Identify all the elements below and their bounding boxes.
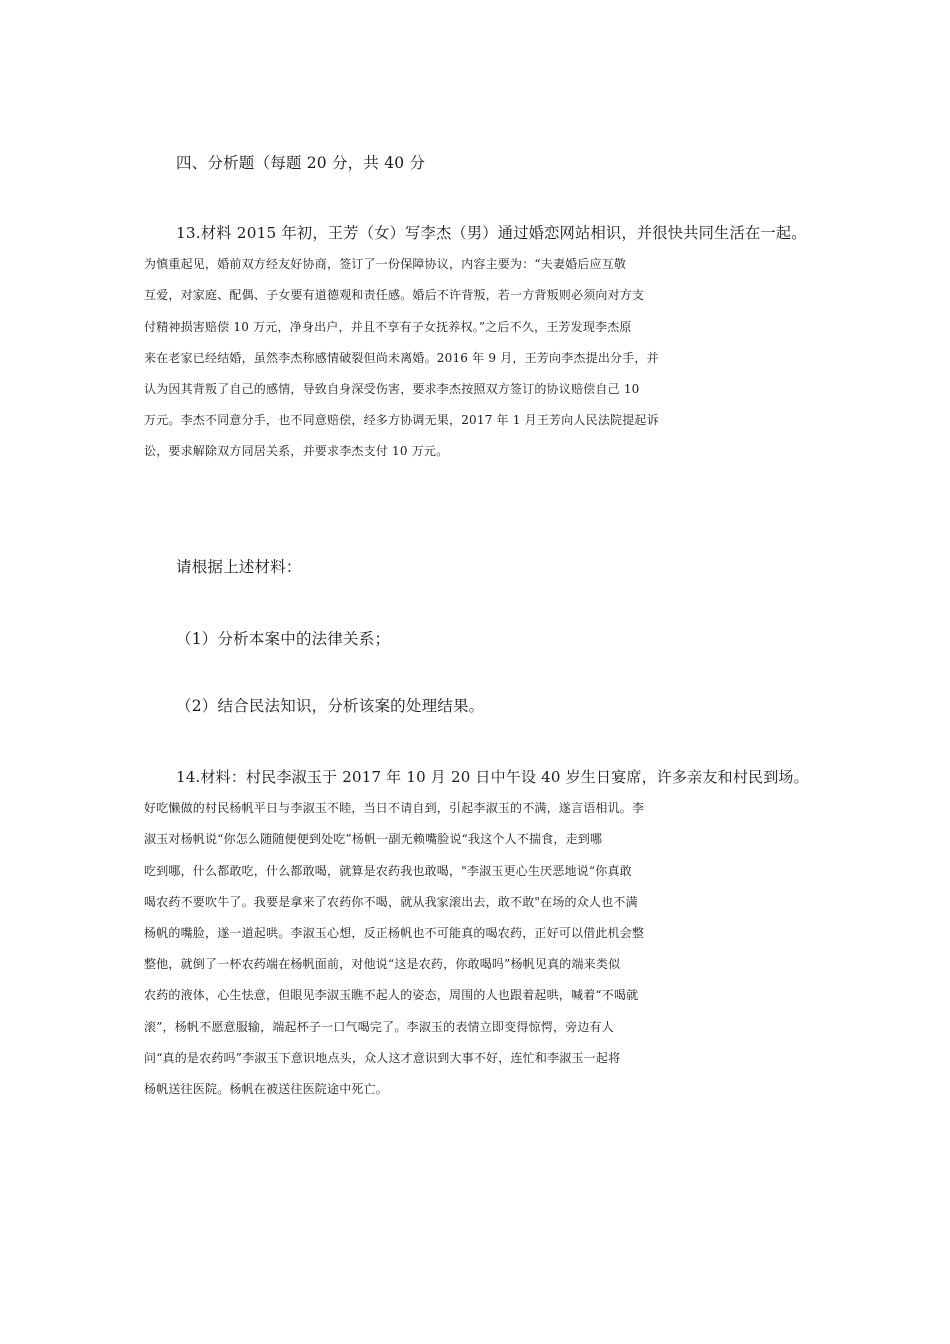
q13-subquestion-2 xyxy=(176,695,800,717)
section-heading xyxy=(176,152,800,174)
q14-line: 杨帆的嘴脸，遂一道起哄。李淑玉心想，反正杨帆也不可能真的喝农药，正好可以借此机会整 xyxy=(144,926,645,941)
q13-line: 来在老家已经结婚，虽然李杰称感情破裂但尚未离婚。2016 年 9 月，王芳向李杰提出分手，并 xyxy=(144,350,659,365)
q14-line: 农药的液体，心生怯意，但眼见李淑玉瞧不起人的姿态，周围的人也跟着起哄，喊着“不喝就 xyxy=(144,988,639,1003)
q14-line: 14.材料：村民李淑玉于 2017 年 10 月 20 日中午设 40 岁生日宴席，许多亲友和村民到场。 xyxy=(176,768,809,786)
q14-line: 喝农药不要吹牛了。我要是拿来了农药你不喝，就从我家滚出去，敢不敢"在场的众人也不满 xyxy=(144,894,638,909)
q13-prompt-text: 请根据上述材料： xyxy=(176,558,302,576)
q13-line: 认为因其背叛了自己的感情，导致自身深受伤害，要求李杰按照双方签订的协议赔偿自己 10 xyxy=(144,382,640,397)
q13-line: 13.材料 2015 年初，王芳（女）写李杰（男）通过婚恋网站相识，并很快共同生活在一起。 xyxy=(176,224,807,242)
q13-line: 互爱，对家庭、配偶、子女要有道德观和责任感。婚后不许背叛，若一方背叛则必须向对方支 xyxy=(144,288,645,303)
q13-subquestion-2-text: （2）结合民法知识，分析该案的处理结果。 xyxy=(176,697,485,715)
q14-line: 杨帆送往医院。杨帆在被送往医院途中死亡。 xyxy=(144,1082,389,1097)
q13-prompt xyxy=(176,556,800,578)
q13-subquestion-1 xyxy=(176,628,800,650)
q13-line: 万元。李杰不同意分手，也不同意赔偿，经多方协调无果，2017 年 1 月王芳向人民法院提起诉 xyxy=(144,413,659,428)
q13-line: 讼，要求解除双方同居关系，并要求李杰支付 10 万元。 xyxy=(144,444,449,459)
q14-line: 好吃懒做的村民杨帆平日与李淑玉不睦，当日不请自到，引起李淑玉的不满，遂言语相讥。李 xyxy=(144,801,645,816)
q14-line: 吃到哪，什么都敢吃，什么都敢喝，就算是农药我也敢喝，"李淑玉更心生厌恶地说“你真敢 xyxy=(144,863,632,878)
section-heading-text: 四、分析题（每题 20 分，共 40 分 xyxy=(176,154,426,172)
q13-line: 付精神损害赔偿 10 万元，净身出户，并且不享有子女抚养权。”之后不久，王芳发现李杰原 xyxy=(144,319,632,334)
q14-line: 整他，就倒了一杯农药端在杨帆面前，对他说“这是农药，你敢喝吗”杨帆见真的端来类似 xyxy=(144,957,621,972)
question-13-material xyxy=(144,218,816,468)
question-14-material xyxy=(144,762,816,1105)
q14-line: 淑玉对杨帆说“你怎么随随便便到处吃”杨帆一副无赖嘴脸说“我这个人不揣食，走到哪 xyxy=(144,832,603,847)
q14-line: 问“真的是农药吗”李淑玉下意识地点头，众人这才意识到大事不好，连忙和李淑玉一起将 xyxy=(144,1050,621,1065)
q13-line: 为慎重起见，婚前双方经友好协商，签订了一份保障协议，内容主要为：“夫妻婚后应互敬 xyxy=(144,257,627,272)
q14-line: 滚”，杨帆不愿意服输，端起杯子一口气喝完了。李淑玉的表情立即变得惊愕，旁边有人 xyxy=(144,1019,614,1034)
q13-subquestion-1-text: （1）分析本案中的法律关系； xyxy=(176,630,391,648)
